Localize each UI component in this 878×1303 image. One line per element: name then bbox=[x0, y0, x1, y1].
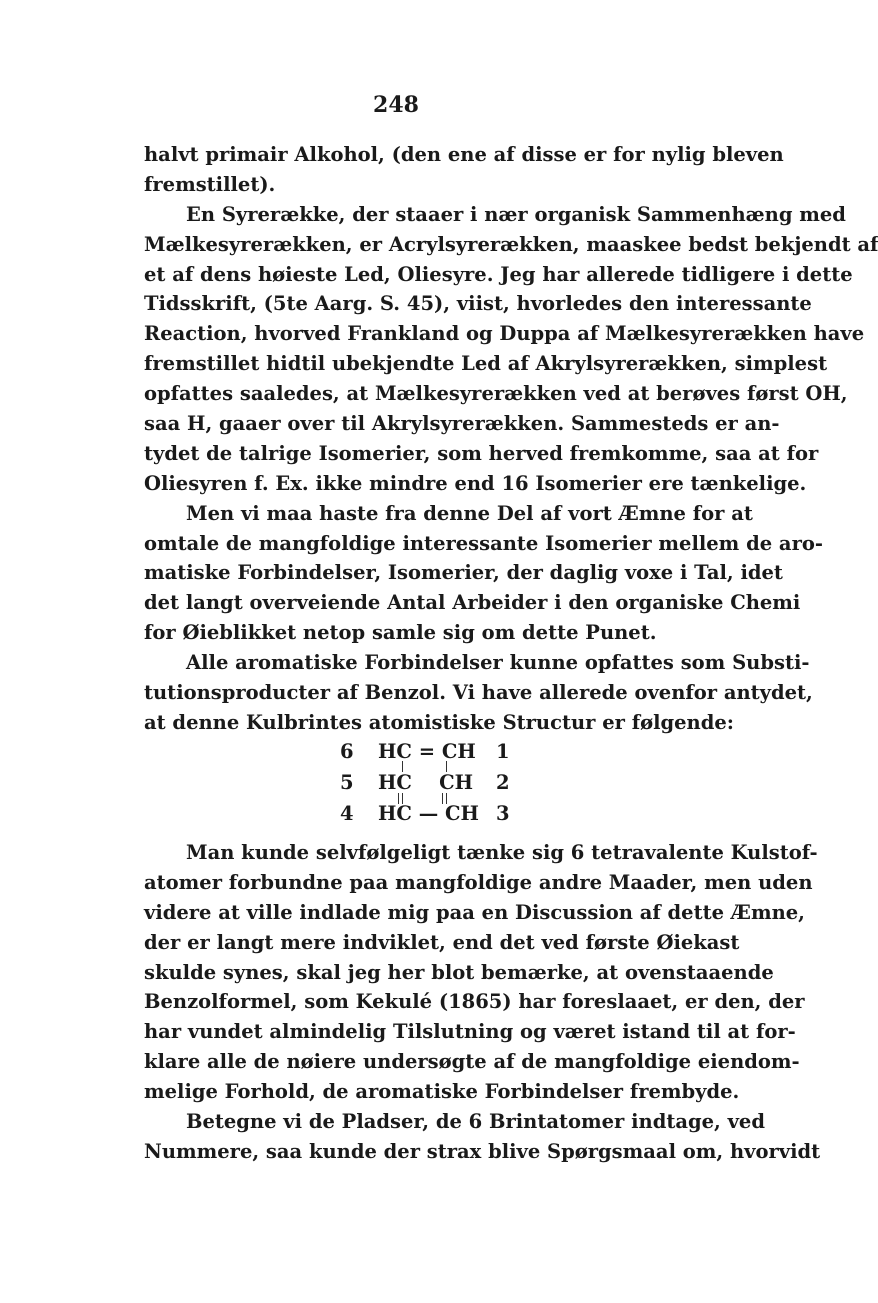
benzene-formula bbox=[340, 736, 516, 829]
page-number: 248 bbox=[373, 92, 419, 118]
text-line: et af dens høieste Led, Oliesyre. Jeg har allerede tidligere i dette bbox=[144, 262, 853, 286]
text-line: Mælkesyrerækken, er Acrylsyrerækken, maaskee bedst bekjendt af bbox=[144, 232, 878, 256]
formula-row bbox=[340, 798, 516, 829]
text-line: skulde synes, skal jeg her blot bemærke, at ovenstaaende bbox=[144, 960, 774, 984]
formula-left-number: 4 bbox=[340, 802, 354, 825]
text-line: videre at ville indlade mig paa en Discussion af dette Æmne, bbox=[144, 900, 805, 924]
text-line: Tidsskrift, (5te Aarg. S. 45), viist, hvorledes den interessante bbox=[144, 292, 812, 316]
text-line: omtale de mangfoldige interessante Isomerier mellem de aro- bbox=[144, 531, 823, 555]
text-line: Betegne vi de Pladser, de 6 Brintatomer indtage, ved bbox=[186, 1110, 765, 1134]
text-line: for Øieblikket netop samle sig om dette Punet. bbox=[144, 621, 657, 645]
text-line: saa H, gaaer over til Akrylsyrerækken. Sammesteds er an- bbox=[144, 412, 780, 436]
text-line: det langt overveiende Antal Arbeider i den organiske Chemi bbox=[144, 591, 801, 615]
text-line: har vundet almindelig Tilslutning og været istand til at for- bbox=[144, 1020, 796, 1044]
formula-row bbox=[340, 767, 516, 798]
double-bond-right-b bbox=[446, 793, 447, 804]
text-line: Oliesyren f. Ex. ikke mindre end 16 Isomerier ere tænkelige. bbox=[144, 471, 807, 495]
text-before-formula bbox=[144, 140, 878, 738]
text-line: halvt primair Alkohol, (den ene af disse er for nylig bleven bbox=[144, 143, 784, 166]
text-line: fremstillet). bbox=[144, 172, 276, 196]
formula-left-number: 5 bbox=[340, 771, 354, 794]
text-line: Men vi maa haste fra denne Del af vort Æmne for at bbox=[186, 501, 753, 525]
text-line: der er langt mere indviklet, end det ved første Øiekast bbox=[144, 930, 740, 954]
double-bond-left-a bbox=[398, 793, 399, 804]
text-line: Benzolformel, som Kekulé (1865) har foreslaaet, er den, der bbox=[144, 990, 805, 1014]
text-line: at denne Kulbrintes atomistiske Structur er følgende: bbox=[144, 710, 734, 734]
text-line: matiske Forbindelser, Isomerier, der daglig voxe i Tal, idet bbox=[144, 561, 783, 585]
formula-left-number: 6 bbox=[340, 740, 354, 763]
single-bond-right bbox=[446, 761, 447, 772]
text-line: fremstillet hidtil ubekjendte Led af Akrylsyrerækken, simplest bbox=[144, 352, 828, 376]
text-line: Man kunde selvfølgeligt tænke sig 6 tetravalente Kulstof- bbox=[186, 841, 818, 864]
text-line: atomer forbundne paa mangfoldige andre Maader, men uden bbox=[144, 870, 813, 894]
formula-core: HC CH bbox=[378, 771, 474, 794]
text-line: tutionsproducter af Benzol. Vi have allerede ovenfor antydet, bbox=[144, 681, 813, 705]
text-line: tydet de talrige Isomerier, som herved fremkomme, saa at for bbox=[144, 441, 819, 465]
text-line: melige Forhold, de aromatiske Forbindelser frembyde. bbox=[144, 1080, 740, 1104]
text-line: Alle aromatiske Forbindelser kunne opfattes som Substi- bbox=[186, 651, 810, 675]
text-line: klare alle de nøiere undersøgte af de mangfoldige eiendom- bbox=[144, 1050, 800, 1074]
text-after-formula bbox=[144, 838, 821, 1167]
text-line: Reaction, hvorved Frankland og Duppa af Mælkesyrerækken have bbox=[144, 322, 865, 346]
formula-right-number: 2 bbox=[496, 771, 510, 794]
double-bond-left-b bbox=[402, 793, 403, 804]
text-line: Nummere, saa kunde der strax blive Spørgsmaal om, hvorvidt bbox=[144, 1139, 821, 1163]
double-bond-right-a bbox=[442, 793, 443, 804]
text-line: En Syrerække, der staaer i nær organisk Sammenhæng med bbox=[186, 202, 846, 226]
formula-core: HC — CH bbox=[378, 802, 479, 825]
formula-right-number: 1 bbox=[496, 740, 510, 763]
formula-core: HC = CH bbox=[378, 740, 476, 763]
formula-right-number: 3 bbox=[496, 802, 510, 825]
single-bond-left bbox=[402, 761, 403, 772]
text-line: opfattes saaledes, at Mælkesyrerækken ved at berøves først OH, bbox=[144, 382, 848, 406]
formula-row bbox=[340, 736, 516, 767]
